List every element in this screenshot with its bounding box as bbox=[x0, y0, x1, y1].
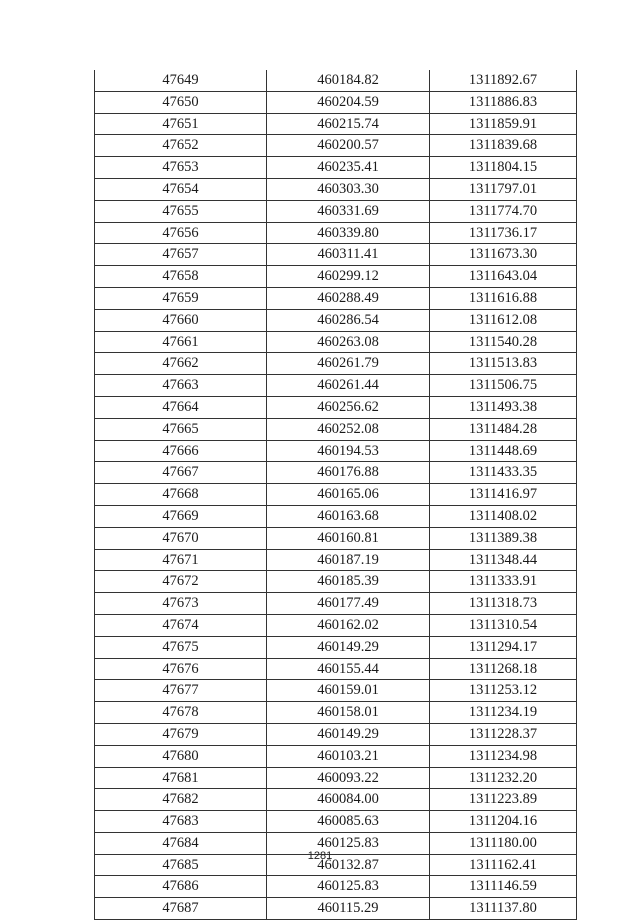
table-row bbox=[95, 287, 577, 309]
x-coordinate-cell: 460288.49 bbox=[267, 287, 430, 309]
point-id-cell: 47662 bbox=[95, 353, 267, 375]
table-row bbox=[95, 157, 577, 179]
x-coordinate-cell: 460103.21 bbox=[267, 745, 430, 767]
x-coordinate-cell: 460299.12 bbox=[267, 266, 430, 288]
point-id-cell: 47685 bbox=[95, 854, 267, 876]
table-row bbox=[95, 636, 577, 658]
x-coordinate-cell: 460115.29 bbox=[267, 898, 430, 920]
y-coordinate-cell: 1311493.38 bbox=[430, 396, 577, 418]
table-row bbox=[95, 549, 577, 571]
x-coordinate-cell: 460194.53 bbox=[267, 440, 430, 462]
coordinates-table bbox=[94, 70, 577, 920]
x-coordinate-cell: 460215.74 bbox=[267, 113, 430, 135]
point-id-cell: 47681 bbox=[95, 767, 267, 789]
point-id-cell: 47677 bbox=[95, 680, 267, 702]
table-row bbox=[95, 244, 577, 266]
y-coordinate-cell: 1311416.97 bbox=[430, 484, 577, 506]
y-coordinate-cell: 1311433.35 bbox=[430, 462, 577, 484]
point-id-cell: 47680 bbox=[95, 745, 267, 767]
table-row bbox=[95, 331, 577, 353]
y-coordinate-cell: 1311513.83 bbox=[430, 353, 577, 375]
y-coordinate-cell: 1311774.70 bbox=[430, 200, 577, 222]
point-id-cell: 47655 bbox=[95, 200, 267, 222]
y-coordinate-cell: 1311310.54 bbox=[430, 614, 577, 636]
x-coordinate-cell: 460177.49 bbox=[267, 593, 430, 615]
x-coordinate-cell: 460235.41 bbox=[267, 157, 430, 179]
y-coordinate-cell: 1311146.59 bbox=[430, 876, 577, 898]
table-row bbox=[95, 418, 577, 440]
point-id-cell: 47663 bbox=[95, 375, 267, 397]
x-coordinate-cell: 460149.29 bbox=[267, 723, 430, 745]
table-row bbox=[95, 353, 577, 375]
x-coordinate-cell: 460084.00 bbox=[267, 789, 430, 811]
y-coordinate-cell: 1311886.83 bbox=[430, 91, 577, 113]
y-coordinate-cell: 1311294.17 bbox=[430, 636, 577, 658]
y-coordinate-cell: 1311736.17 bbox=[430, 222, 577, 244]
point-id-cell: 47674 bbox=[95, 614, 267, 636]
point-id-cell: 47658 bbox=[95, 266, 267, 288]
x-coordinate-cell: 460160.81 bbox=[267, 527, 430, 549]
point-id-cell: 47679 bbox=[95, 723, 267, 745]
x-coordinate-cell: 460263.08 bbox=[267, 331, 430, 353]
table-row bbox=[95, 396, 577, 418]
point-id-cell: 47651 bbox=[95, 113, 267, 135]
table-row bbox=[95, 200, 577, 222]
y-coordinate-cell: 1311839.68 bbox=[430, 135, 577, 157]
table-row bbox=[95, 135, 577, 157]
y-coordinate-cell: 1311506.75 bbox=[430, 375, 577, 397]
point-id-cell: 47652 bbox=[95, 135, 267, 157]
point-id-cell: 47672 bbox=[95, 571, 267, 593]
y-coordinate-cell: 1311643.04 bbox=[430, 266, 577, 288]
point-id-cell: 47673 bbox=[95, 593, 267, 615]
y-coordinate-cell: 1311892.67 bbox=[430, 70, 577, 91]
point-id-cell: 47682 bbox=[95, 789, 267, 811]
x-coordinate-cell: 460261.44 bbox=[267, 375, 430, 397]
x-coordinate-cell: 460187.19 bbox=[267, 549, 430, 571]
x-coordinate-cell: 460184.82 bbox=[267, 70, 430, 91]
table-row bbox=[95, 680, 577, 702]
x-coordinate-cell: 460286.54 bbox=[267, 309, 430, 331]
point-id-cell: 47670 bbox=[95, 527, 267, 549]
point-id-cell: 47650 bbox=[95, 91, 267, 113]
x-coordinate-cell: 460303.30 bbox=[267, 178, 430, 200]
table-row bbox=[95, 70, 577, 91]
y-coordinate-cell: 1311234.19 bbox=[430, 702, 577, 724]
y-coordinate-cell: 1311234.98 bbox=[430, 745, 577, 767]
y-coordinate-cell: 1311223.89 bbox=[430, 789, 577, 811]
table-row bbox=[95, 745, 577, 767]
table-row bbox=[95, 375, 577, 397]
table-row bbox=[95, 178, 577, 200]
table-row bbox=[95, 898, 577, 920]
y-coordinate-cell: 1311348.44 bbox=[430, 549, 577, 571]
y-coordinate-cell: 1311484.28 bbox=[430, 418, 577, 440]
point-id-cell: 47649 bbox=[95, 70, 267, 91]
x-coordinate-cell: 460159.01 bbox=[267, 680, 430, 702]
y-coordinate-cell: 1311408.02 bbox=[430, 505, 577, 527]
point-id-cell: 47654 bbox=[95, 178, 267, 200]
point-id-cell: 47669 bbox=[95, 505, 267, 527]
table-row bbox=[95, 91, 577, 113]
point-id-cell: 47667 bbox=[95, 462, 267, 484]
x-coordinate-cell: 460165.06 bbox=[267, 484, 430, 506]
y-coordinate-cell: 1311616.88 bbox=[430, 287, 577, 309]
page-number: 1281 bbox=[307, 850, 333, 862]
point-id-cell: 47664 bbox=[95, 396, 267, 418]
y-coordinate-cell: 1311180.00 bbox=[430, 832, 577, 854]
x-coordinate-cell: 460331.69 bbox=[267, 200, 430, 222]
y-coordinate-cell: 1311540.28 bbox=[430, 331, 577, 353]
point-id-cell: 47660 bbox=[95, 309, 267, 331]
x-coordinate-cell: 460311.41 bbox=[267, 244, 430, 266]
point-id-cell: 47659 bbox=[95, 287, 267, 309]
y-coordinate-cell: 1311268.18 bbox=[430, 658, 577, 680]
table-row bbox=[95, 614, 577, 636]
x-coordinate-cell: 460085.63 bbox=[267, 811, 430, 833]
table-row bbox=[95, 266, 577, 288]
x-coordinate-cell: 460149.29 bbox=[267, 636, 430, 658]
table-row bbox=[95, 571, 577, 593]
x-coordinate-cell: 460125.83 bbox=[267, 876, 430, 898]
table-row bbox=[95, 440, 577, 462]
table-row bbox=[95, 113, 577, 135]
x-coordinate-cell: 460204.59 bbox=[267, 91, 430, 113]
point-id-cell: 47668 bbox=[95, 484, 267, 506]
x-coordinate-cell: 460093.22 bbox=[267, 767, 430, 789]
y-coordinate-cell: 1311232.20 bbox=[430, 767, 577, 789]
point-id-cell: 47678 bbox=[95, 702, 267, 724]
point-id-cell: 47666 bbox=[95, 440, 267, 462]
x-coordinate-cell: 460132.87 bbox=[267, 854, 430, 876]
x-coordinate-cell: 460162.02 bbox=[267, 614, 430, 636]
x-coordinate-cell: 460261.79 bbox=[267, 353, 430, 375]
point-id-cell: 47653 bbox=[95, 157, 267, 179]
point-id-cell: 47661 bbox=[95, 331, 267, 353]
y-coordinate-cell: 1311859.91 bbox=[430, 113, 577, 135]
x-coordinate-cell: 460200.57 bbox=[267, 135, 430, 157]
table-row bbox=[95, 658, 577, 680]
table-row bbox=[95, 462, 577, 484]
y-coordinate-cell: 1311333.91 bbox=[430, 571, 577, 593]
x-coordinate-cell: 460256.62 bbox=[267, 396, 430, 418]
x-coordinate-cell: 460185.39 bbox=[267, 571, 430, 593]
table-row bbox=[95, 309, 577, 331]
y-coordinate-cell: 1311673.30 bbox=[430, 244, 577, 266]
table-row bbox=[95, 789, 577, 811]
y-coordinate-cell: 1311137.80 bbox=[430, 898, 577, 920]
x-coordinate-cell: 460125.83 bbox=[267, 832, 430, 854]
y-coordinate-cell: 1311204.16 bbox=[430, 811, 577, 833]
table-row bbox=[95, 527, 577, 549]
table-row bbox=[95, 505, 577, 527]
point-id-cell: 47686 bbox=[95, 876, 267, 898]
point-id-cell: 47675 bbox=[95, 636, 267, 658]
y-coordinate-cell: 1311612.08 bbox=[430, 309, 577, 331]
y-coordinate-cell: 1311797.01 bbox=[430, 178, 577, 200]
x-coordinate-cell: 460163.68 bbox=[267, 505, 430, 527]
x-coordinate-cell: 460155.44 bbox=[267, 658, 430, 680]
table-row bbox=[95, 767, 577, 789]
point-id-cell: 47671 bbox=[95, 549, 267, 571]
x-coordinate-cell: 460339.80 bbox=[267, 222, 430, 244]
x-coordinate-cell: 460176.88 bbox=[267, 462, 430, 484]
table-row bbox=[95, 811, 577, 833]
y-coordinate-cell: 1311804.15 bbox=[430, 157, 577, 179]
table-row bbox=[95, 484, 577, 506]
y-coordinate-cell: 1311389.38 bbox=[430, 527, 577, 549]
point-id-cell: 47683 bbox=[95, 811, 267, 833]
point-id-cell: 47665 bbox=[95, 418, 267, 440]
point-id-cell: 47676 bbox=[95, 658, 267, 680]
coordinates-table-body bbox=[95, 70, 577, 920]
point-id-cell: 47684 bbox=[95, 832, 267, 854]
y-coordinate-cell: 1311228.37 bbox=[430, 723, 577, 745]
table-row bbox=[95, 723, 577, 745]
table-row bbox=[95, 222, 577, 244]
y-coordinate-cell: 1311318.73 bbox=[430, 593, 577, 615]
table-row bbox=[95, 702, 577, 724]
point-id-cell: 47657 bbox=[95, 244, 267, 266]
y-coordinate-cell: 1311162.41 bbox=[430, 854, 577, 876]
point-id-cell: 47656 bbox=[95, 222, 267, 244]
point-id-cell: 47687 bbox=[95, 898, 267, 920]
y-coordinate-cell: 1311253.12 bbox=[430, 680, 577, 702]
table-row bbox=[95, 593, 577, 615]
table-row bbox=[95, 876, 577, 898]
y-coordinate-cell: 1311448.69 bbox=[430, 440, 577, 462]
x-coordinate-cell: 460158.01 bbox=[267, 702, 430, 724]
x-coordinate-cell: 460252.08 bbox=[267, 418, 430, 440]
